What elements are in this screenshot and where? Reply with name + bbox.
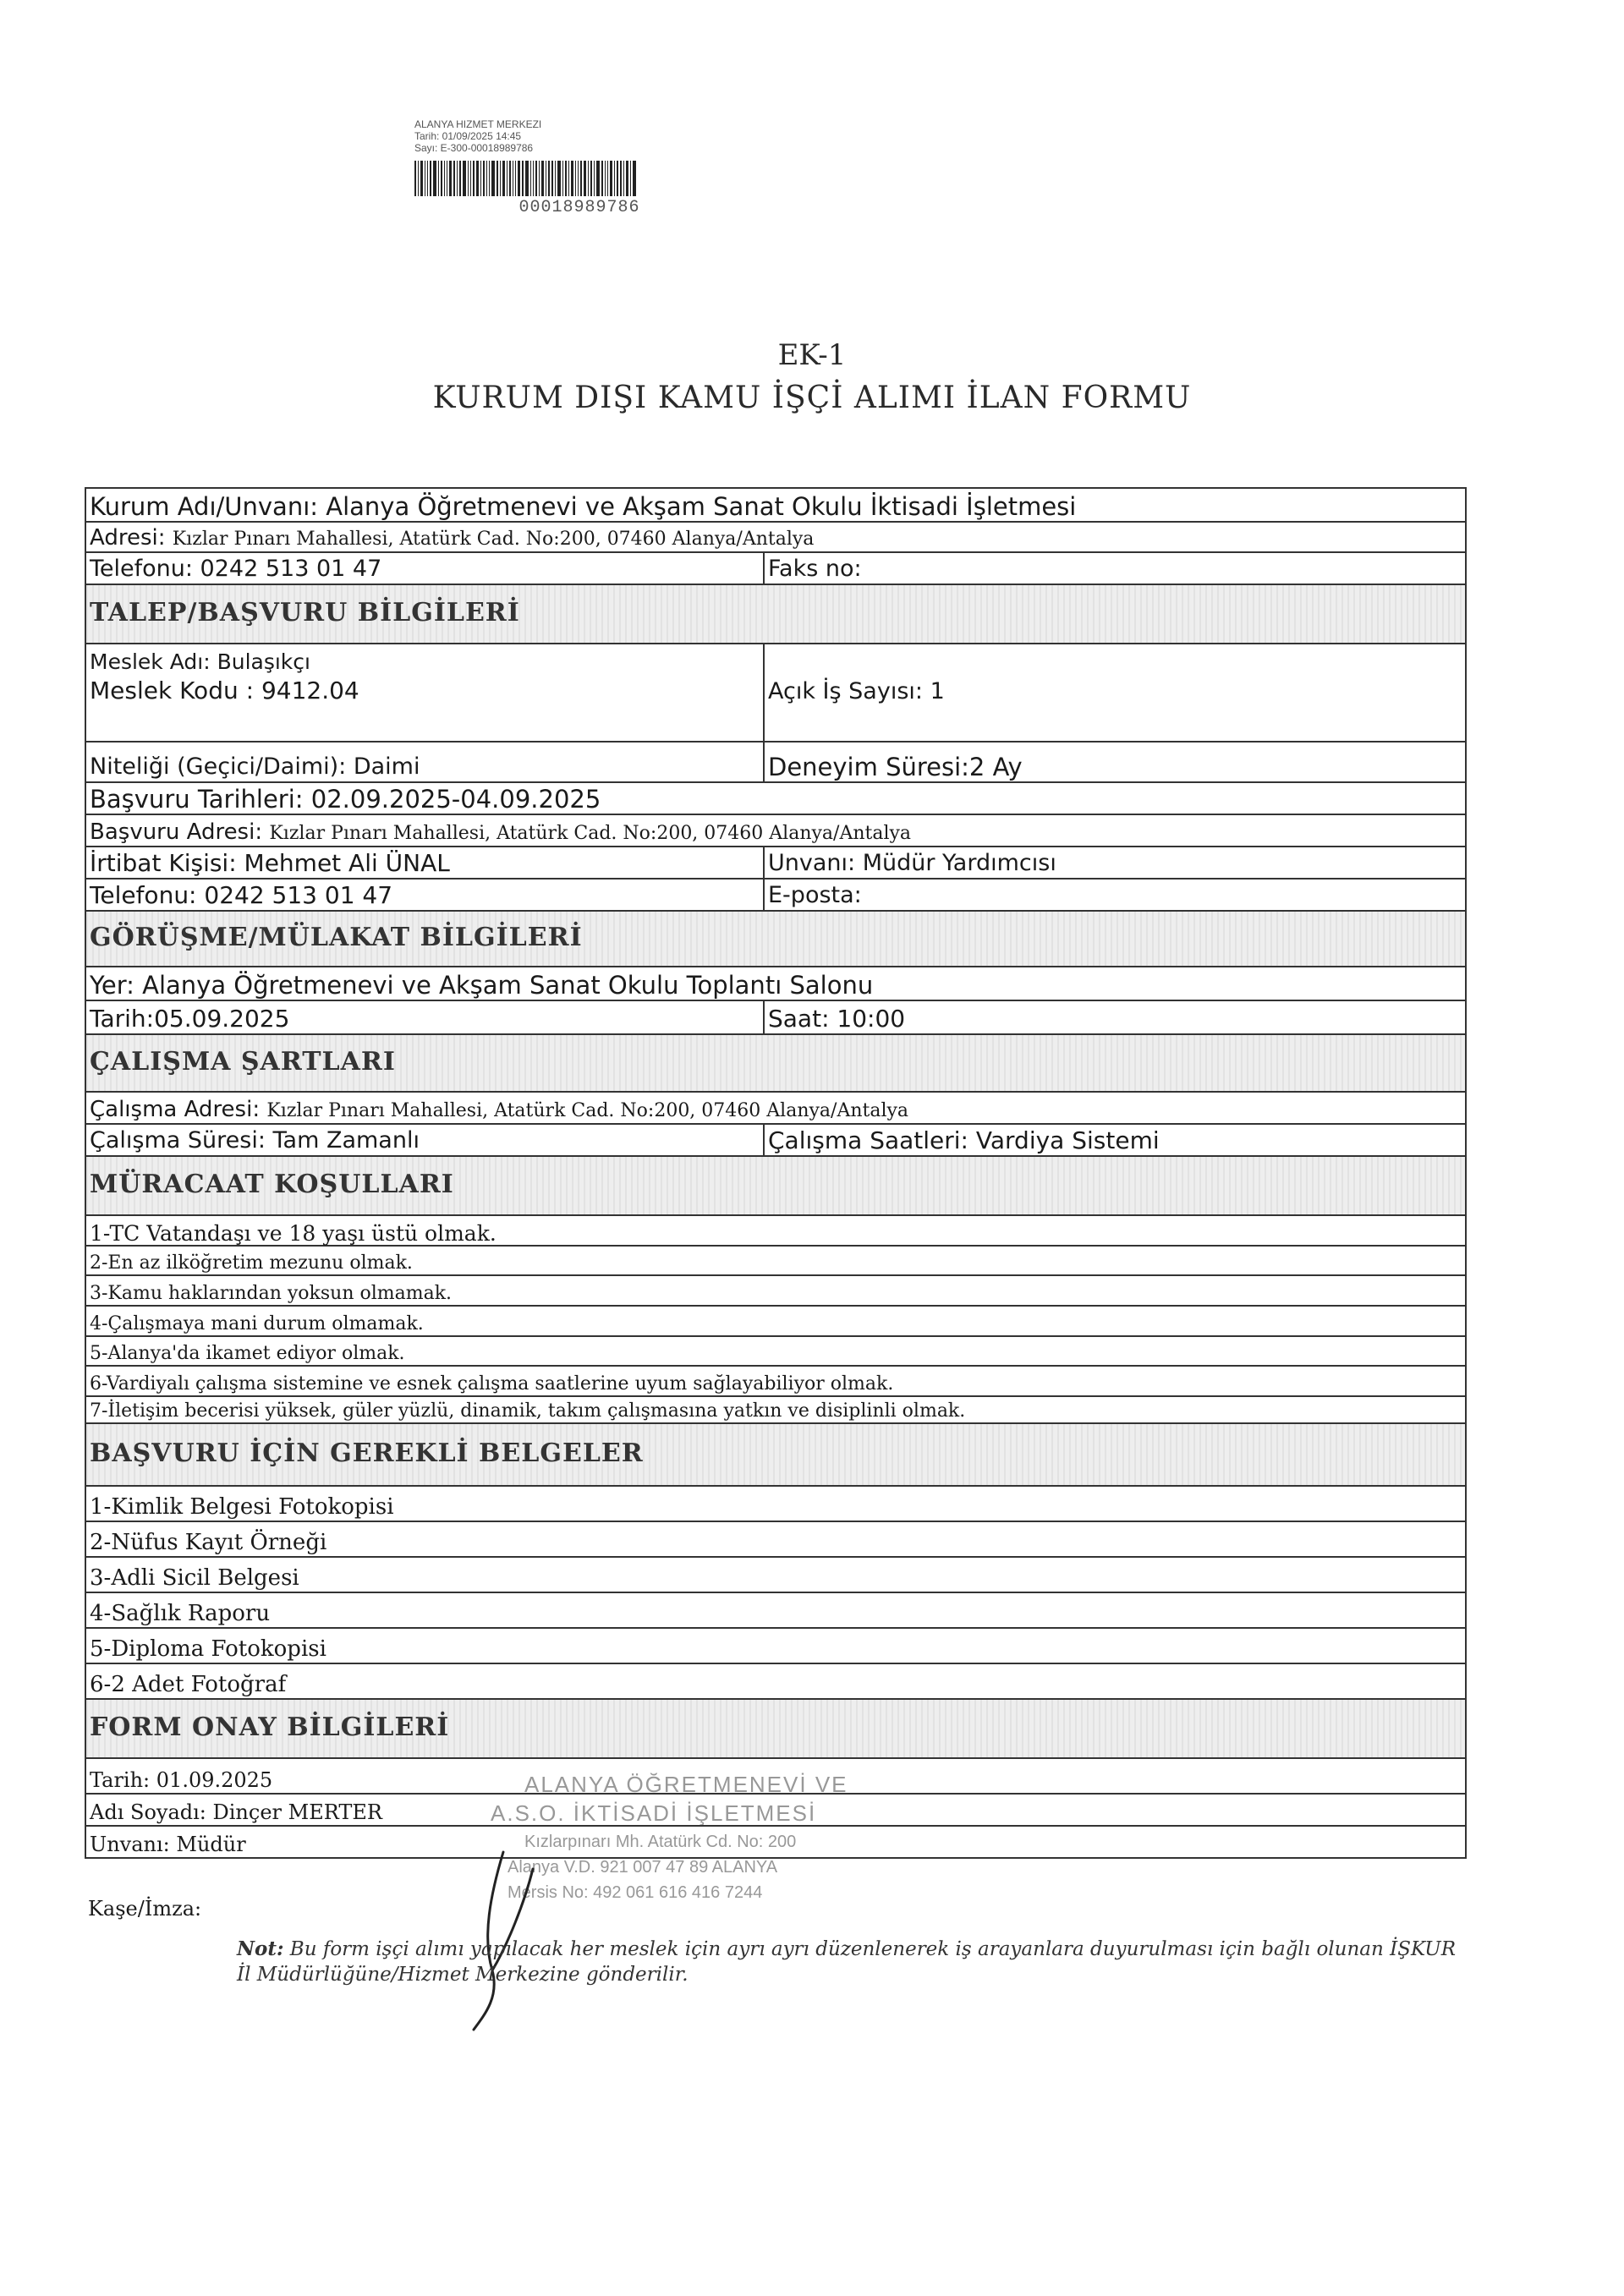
nitelik-row xyxy=(86,743,1465,783)
section-gorusme-title: GÖRÜŞME/MÜLAKAT BİLGİLERİ xyxy=(90,923,583,952)
section-belgeler-title: BAŞVURU İÇİN GEREKLİ BELGELER xyxy=(90,1438,644,1468)
acik-is-sayisi: Açık İş Sayısı: 1 xyxy=(763,644,948,741)
address-row xyxy=(86,523,1465,553)
stamp-number: Sayı: E-300-00018989786 xyxy=(414,142,534,154)
note-label: Not: xyxy=(237,1937,284,1960)
kase-imza-label: Kaşe/İmza: xyxy=(88,1897,202,1921)
seal-line: Alanya V.D. 921 007 47 89 ALANYA xyxy=(508,1858,778,1877)
condition-item: 4-Çalışmaya mani durum olmamak. xyxy=(86,1307,1465,1337)
calisma-adres-label: Çalışma Adresi: xyxy=(90,1097,267,1122)
stamp-date: Tarih: 01/09/2025 14:45 xyxy=(414,130,522,142)
meslek-row xyxy=(86,644,1465,743)
gorusme-yer: Yer: Alanya Öğretmenevi ve Akşam Sanat Okulu Toplantı Salonu xyxy=(90,971,874,1000)
basvuru-tarihleri: Başvuru Tarihleri: 02.09.2025-04.09.2025 xyxy=(90,785,601,814)
basvuru-adres-label: Başvuru Adresi: xyxy=(90,819,270,845)
section-calisma xyxy=(86,1035,1465,1093)
calisma-adres-value: Kızlar Pınarı Mahallesi, Atatürk Cad. No:200, 07460 Alanya/Antalya xyxy=(266,1100,909,1121)
kurum-fax: Faks no: xyxy=(763,553,865,584)
section-belgeler xyxy=(86,1424,1465,1487)
document-item: 1-Kimlik Belgesi Fotokopisi xyxy=(86,1487,1465,1522)
section-muracaat xyxy=(86,1157,1465,1216)
onay-tarih: Tarih: 01.09.2025 xyxy=(90,1768,273,1792)
section-calisma-title: ÇALIŞMA ŞARTLARI xyxy=(90,1047,396,1077)
footer-note xyxy=(237,1937,1463,1987)
document-item: 3-Adli Sicil Belgesi xyxy=(86,1558,1465,1593)
registry-stamp xyxy=(414,118,744,217)
meslek-kodu: Meslek Kodu : 9412.04 xyxy=(90,677,359,704)
condition-item: 2-En az ilköğretim mezunu olmak. xyxy=(86,1247,1465,1276)
section-onay-title: FORM ONAY BİLGİLERİ xyxy=(90,1712,450,1742)
irtibat-kisisi: İrtibat Kişisi: Mehmet Ali ÜNAL xyxy=(90,849,450,877)
section-talep xyxy=(86,585,1465,644)
section-onay xyxy=(86,1700,1465,1759)
form-annex-label: EK-1 xyxy=(777,338,847,372)
condition-item: 7-İletişim becerisi yüksek, güler yüzlü, dinamik, takım çalışmasına yatkın ve disiplinli olmak. xyxy=(86,1397,1465,1424)
condition-item: 3-Kamu haklarından yoksun olmamak. xyxy=(86,1276,1465,1307)
basvuru-tarih-row xyxy=(86,783,1465,815)
calisma-sure-row xyxy=(86,1125,1465,1157)
kurum-name: Kurum Adı/Unvanı: Alanya Öğretmenevi ve Akşam Sanat Okulu İktisadi İşletmesi xyxy=(90,492,1077,521)
talep-email: E-posta: xyxy=(763,879,865,910)
section-muracaat-title: MÜRACAAT KOŞULLARI xyxy=(90,1170,454,1199)
document-item: 4-Sağlık Raporu xyxy=(86,1593,1465,1629)
form-title: KURUM DIŞI KAMU İŞÇİ ALIMI İLAN FORMU xyxy=(432,381,1192,415)
condition-item: 6-Vardiyalı çalışma sistemine ve esnek çalışma saatlerine uyum sağlayabiliyor olmak. xyxy=(86,1367,1465,1397)
barcode-text: 00018989786 xyxy=(518,198,640,217)
talep-phone-row xyxy=(86,879,1465,912)
announcement-form xyxy=(85,487,1467,1859)
calisma-suresi: Çalışma Süresi: Tam Zamanlı xyxy=(90,1127,420,1153)
document-item: 2-Nüfus Kayıt Örneği xyxy=(86,1522,1465,1558)
seal-line: A.S.O. İKTİSADİ İŞLETMESİ xyxy=(491,1800,817,1826)
address-label: Adresi: xyxy=(90,525,173,551)
meslek-adi: Meslek Adı: Bulaşıkçı xyxy=(90,649,310,674)
gorusme-saat: Saat: 10:00 xyxy=(763,1001,908,1033)
onay-adsoyad: Adı Soyadı: Dinçer MERTER xyxy=(90,1800,382,1824)
phone-fax-row xyxy=(86,553,1465,585)
barcode xyxy=(414,161,744,196)
note-text: Bu form işçi alımı yapılacak her meslek için ayrı ayrı düzenlenerek iş arayanlara duyurulması için bağlı olunan İŞKUR İl Müdürlüğüne/Hizmet Merkezine gönderilir. xyxy=(237,1938,1457,1986)
gorusme-yer-row xyxy=(86,967,1465,1001)
basvuru-adres-value: Kızlar Pınarı Mahallesi, Atatürk Cad. No:200, 07460 Alanya/Antalya xyxy=(269,823,912,844)
basvuru-adres-row xyxy=(86,815,1465,847)
seal-line: Kızlarpınarı Mh. Atatürk Cd. No: 200 xyxy=(524,1833,797,1851)
kurum-row xyxy=(86,489,1465,523)
calisma-saatleri: Çalışma Saatleri: Vardiya Sistemi xyxy=(763,1125,1163,1155)
seal-line: Mersis No: 492 061 616 416 7244 xyxy=(508,1883,763,1902)
condition-item: 1-TC Vatandaşı ve 18 yaşı üstü olmak. xyxy=(86,1216,1465,1247)
stamp-office: ALANYA HIZMET MERKEZI xyxy=(414,118,542,130)
document-item: 6-2 Adet Fotoğraf xyxy=(86,1664,1465,1700)
section-gorusme xyxy=(86,912,1465,967)
kurum-phone: Telefonu: 0242 513 01 47 xyxy=(90,556,382,582)
section-talep-title: TALEP/BAŞVURU BİLGİLERİ xyxy=(90,598,520,627)
document-item: 5-Diploma Fotokopisi xyxy=(86,1629,1465,1664)
condition-item: 5-Alanya'da ikamet ediyor olmak. xyxy=(86,1337,1465,1367)
seal-line: ALANYA ÖĞRETMENEVİ VE xyxy=(524,1772,848,1797)
deneyim-suresi: Deneyim Süresi:2 Ay xyxy=(763,743,1026,781)
gorusme-tarih: Tarih:05.09.2025 xyxy=(90,1005,290,1033)
onay-unvan: Unvanı: Müdür xyxy=(90,1833,246,1856)
irtibat-row xyxy=(86,847,1465,879)
niteligi: Niteliği (Geçici/Daimi): Daimi xyxy=(90,753,420,780)
irtibat-unvani: Unvanı: Müdür Yardımcısı xyxy=(763,847,1060,878)
address-value: Kızlar Pınarı Mahallesi, Atatürk Cad. No:200, 07460 Alanya/Antalya xyxy=(172,529,815,550)
talep-phone: Telefonu: 0242 513 01 47 xyxy=(90,881,393,909)
gorusme-tarih-row xyxy=(86,1001,1465,1035)
calisma-adres-row xyxy=(86,1093,1465,1125)
